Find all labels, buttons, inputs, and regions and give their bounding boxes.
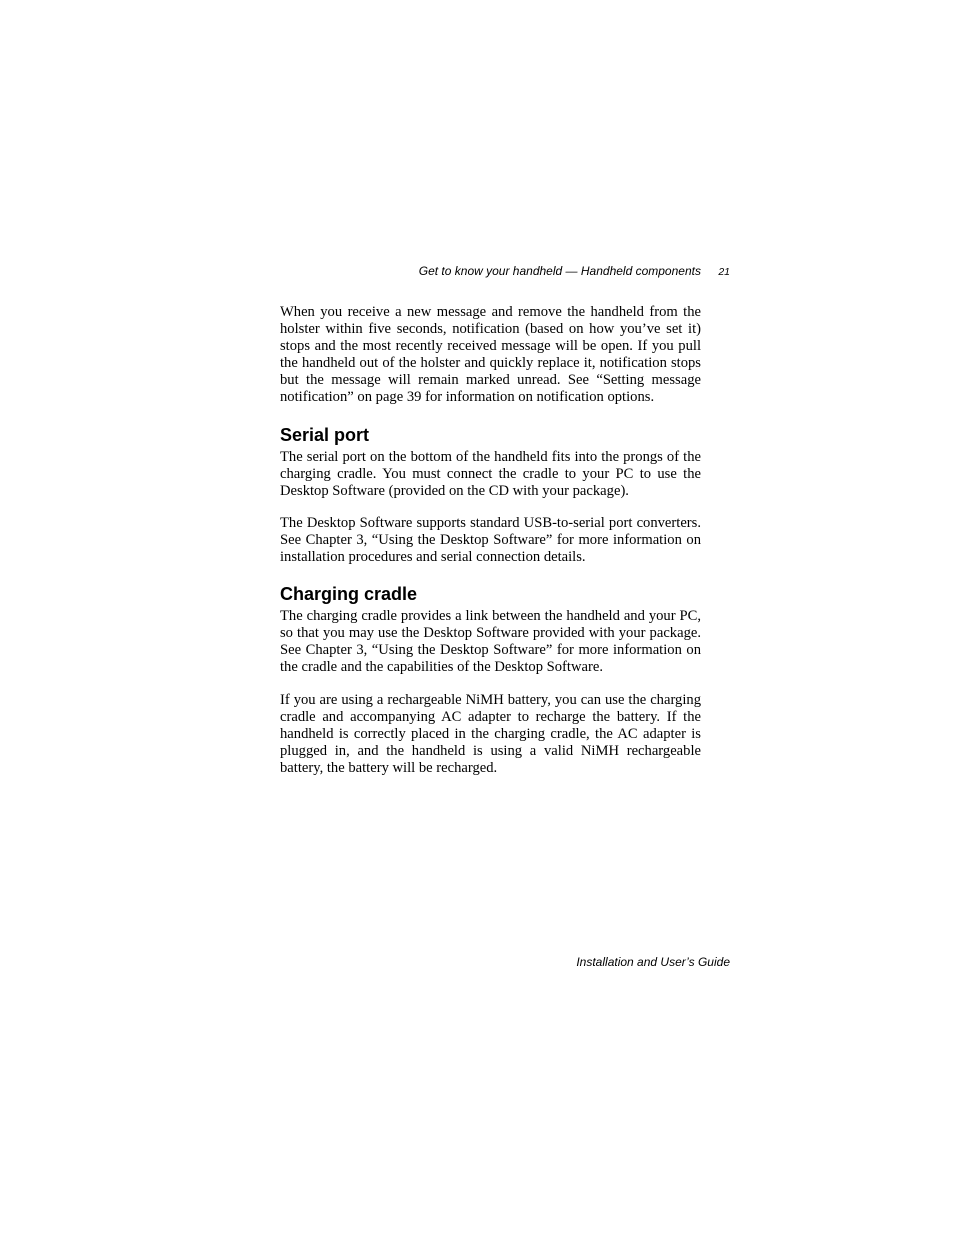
charging-cradle-paragraph-2: If you are using a rechargeable NiMH battery, you can use the charging cradle and accompanying AC adapter to recharge the battery. If the handheld is correctly placed in the charging cradle, the AC adapter is plugged in, and the handheld is using a valid NiMH rechargeable battery, the battery will be recharged. (280, 691, 701, 776)
header-chapter: Get to know your handheld (418, 264, 563, 278)
header-section: Handheld components (580, 264, 701, 278)
header-separator: — (565, 264, 578, 278)
serial-port-paragraph-2: The Desktop Software supports standard USB-to-serial port converters. See Chapter 3, “Using the Desktop Software” for more information on installation procedures and serial connection details. (280, 514, 701, 566)
running-footer (480, 954, 730, 970)
charging-cradle-heading: Charging cradle (280, 584, 418, 605)
page-number: 21 (718, 266, 730, 278)
running-header (280, 263, 730, 280)
page-body (280, 304, 701, 792)
intro-paragraph: When you receive a new message and remove the handheld from the holster within five seconds, notification (based on how you’ve set it) stops and the most recently received message will be open. If you pull the handheld out of the holster and quickly replace it, notification stops but the message will remain marked unread. See “Setting message notification” on page 39 for information on notification options. (280, 304, 701, 406)
serial-port-heading: Serial port (280, 424, 370, 445)
serial-port-paragraph-1: The serial port on the bottom of the handheld fits into the prongs of the charging cradle. You must connect the cradle to your PC to use the Desktop Software (provided on the CD with your package). (280, 448, 701, 499)
charging-cradle-paragraph-1: The charging cradle provides a link between the handheld and your PC, so that you may use the Desktop Software provided with your package. See Chapter 3, “Using the Desktop Software” for more information on the cradle and the capabilities of the Desktop Software. (280, 608, 701, 676)
footer-title: Installation and User’s Guide (576, 955, 730, 969)
